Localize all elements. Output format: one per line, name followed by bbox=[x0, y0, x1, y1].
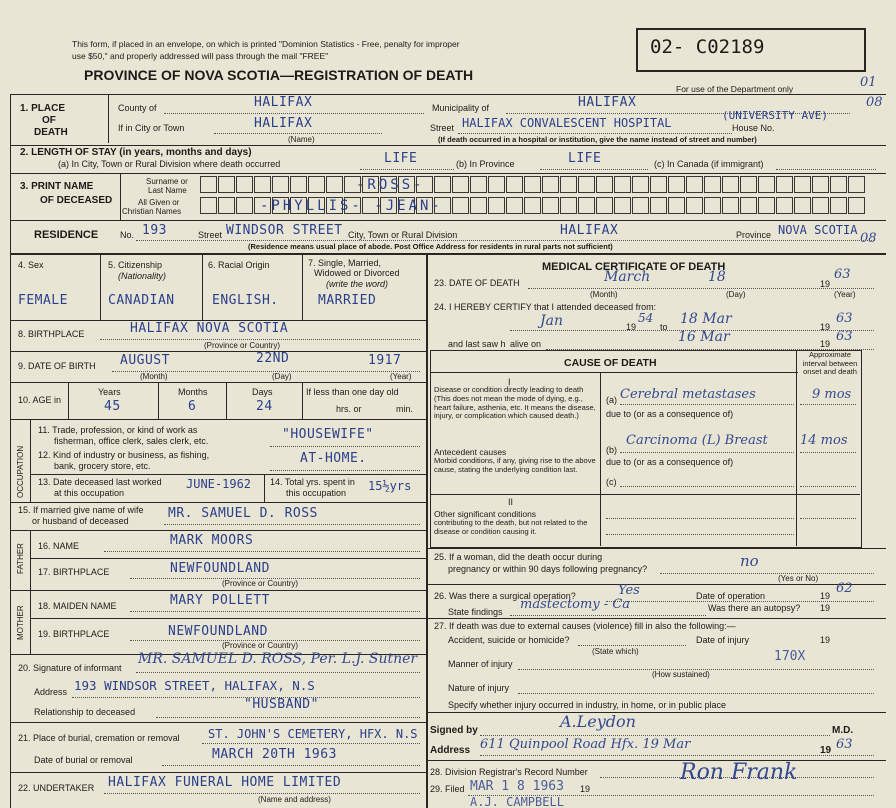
name-letter-box bbox=[272, 176, 289, 193]
q13-label-a: 13. Date deceased last worked bbox=[38, 477, 162, 487]
name-letter-box bbox=[524, 197, 541, 214]
residence-street-label: Street bbox=[198, 230, 223, 240]
name-letter-box bbox=[830, 176, 847, 193]
certify-label: 24. I HEREBY CERTIFY that I attended deceased from: bbox=[434, 302, 657, 312]
name-letter-box bbox=[740, 197, 757, 214]
disease-label: Disease or condition directly leading to death bbox=[434, 385, 584, 394]
q13-label-b: at this occupation bbox=[54, 488, 125, 498]
physician-address: 611 Quinpool Road Hfx. 19 Mar bbox=[480, 737, 691, 752]
q11-label-a: 11. Trade, profession, or kind of work as bbox=[38, 425, 198, 435]
physician-address-label: Address bbox=[430, 745, 471, 756]
name-letter-box bbox=[776, 197, 793, 214]
death-day: 18 bbox=[708, 269, 726, 285]
informant-label: 20. Signature of informant bbox=[18, 663, 122, 673]
name-letter-box bbox=[740, 176, 757, 193]
dob-year-caption: (Year) bbox=[390, 372, 412, 381]
hrs-label: hrs. or bbox=[336, 404, 362, 414]
dob-month-caption: (Month) bbox=[140, 372, 168, 381]
street-label: Street bbox=[430, 123, 455, 133]
name-letter-box bbox=[650, 176, 667, 193]
informant-signature: MR. SAMUEL D. ROSS, Per. L.J. Sutner bbox=[138, 651, 418, 667]
county-label: County of bbox=[118, 103, 157, 113]
name-letter-box bbox=[614, 176, 631, 193]
name-letter-box bbox=[488, 176, 505, 193]
q14-label-b: this occupation bbox=[286, 488, 347, 498]
name-letter-box bbox=[218, 197, 235, 214]
surname-label: Surname or bbox=[146, 177, 188, 186]
name-letter-box bbox=[470, 176, 487, 193]
q15-label-b: or husband of deceased bbox=[32, 516, 129, 526]
name-letter-box bbox=[722, 197, 739, 214]
city-label: If in City or Town bbox=[118, 123, 185, 133]
dob-day: 22ND bbox=[256, 351, 290, 366]
pregnancy-value: no bbox=[740, 552, 759, 570]
antecedent-label: Antecedent causes bbox=[434, 447, 507, 457]
name-letter-box bbox=[848, 176, 865, 193]
racial-label: 6. Racial Origin bbox=[208, 260, 270, 270]
name-letter-box bbox=[758, 176, 775, 193]
institution-instructions: (If death occurred in a hospital or institution, give the name instead of street and number) bbox=[438, 135, 757, 144]
undertaker-value: HALIFAX FUNERAL HOME LIMITED bbox=[108, 775, 342, 790]
name-letter-box bbox=[506, 176, 523, 193]
name-letter-box bbox=[524, 176, 541, 193]
attended-from: Jan bbox=[540, 313, 563, 329]
burial-label: 21. Place of burial, cremation or removal bbox=[18, 733, 180, 743]
q26-label: 26. Was there a surgical operation? bbox=[434, 591, 576, 601]
manner-value: 170X bbox=[774, 649, 806, 664]
cause-b: Carcinoma (L) Breast bbox=[626, 433, 768, 448]
stay-province-value: LIFE bbox=[568, 151, 602, 166]
name-letter-box bbox=[830, 197, 847, 214]
burial-date-label: Date of burial or removal bbox=[34, 755, 133, 765]
name-letter-box bbox=[236, 197, 253, 214]
age-days: 24 bbox=[256, 399, 273, 414]
given-names-value: -PHYLLIS- -JEAN- bbox=[260, 198, 443, 214]
marital-value: MARRIED bbox=[318, 293, 377, 308]
name-letter-box bbox=[452, 197, 469, 214]
q15-label-a: 15. If married give name of wife bbox=[18, 505, 144, 515]
other-conditions-note: contributing to the death, but not related to the disease or condition causing it. bbox=[434, 517, 588, 536]
physician-sign-year: 63 bbox=[836, 737, 853, 752]
dob-year: 1917 bbox=[368, 353, 402, 368]
name-letter-box bbox=[794, 176, 811, 193]
name-letter-box bbox=[578, 176, 595, 193]
total-years-value: 15½yrs bbox=[368, 479, 412, 493]
residence-note: (Residence means usual place of abode. Post Office Address for residents in rural parts not sufficient) bbox=[248, 242, 613, 251]
name-letter-box bbox=[614, 197, 631, 214]
name-letter-box bbox=[308, 176, 325, 193]
undertaker-label: 22. UNDERTAKER bbox=[18, 783, 95, 793]
informant-address-label: Address bbox=[34, 687, 68, 697]
name-letter-box bbox=[704, 197, 721, 214]
death-year: 63 bbox=[834, 267, 851, 282]
birthplace-value: HALIFAX NOVA SCOTIA bbox=[130, 321, 289, 336]
name-letter-box bbox=[560, 197, 577, 214]
dob-month: AUGUST bbox=[120, 353, 170, 368]
filed-date-stamp: MAR 1 8 1963 bbox=[470, 779, 564, 794]
residence-province-label: Province bbox=[736, 230, 772, 240]
other-conditions-label: Other significant conditions bbox=[434, 509, 537, 519]
min-label: min. bbox=[396, 404, 414, 414]
residence-street: WINDSOR STREET bbox=[226, 223, 343, 238]
sex-label: 4. Sex bbox=[18, 260, 44, 270]
mother-birthplace: NEWFOUNDLAND bbox=[168, 624, 268, 639]
name-letter-box bbox=[542, 197, 559, 214]
q12-label-a: 12. Kind of industry or business, as fishing, bbox=[38, 450, 210, 460]
informant-address: 193 WINDSOR STREET, HALIFAX, N.S bbox=[74, 678, 315, 693]
industry-value: AT-HOME. bbox=[300, 451, 367, 466]
stay-province-label: (b) In Province bbox=[456, 159, 515, 169]
cause-a: Cerebral metastases bbox=[620, 387, 756, 402]
marital-label-1: 7. Single, Married, bbox=[308, 258, 382, 268]
residence-label: RESIDENCE bbox=[34, 229, 99, 241]
section-3-label: 3. PRINT NAME bbox=[20, 181, 94, 192]
name-letter-box bbox=[506, 197, 523, 214]
surname-value: -ROSS- bbox=[356, 177, 425, 193]
registrar-signature: Ron Frank bbox=[680, 760, 798, 785]
name-letter-box bbox=[290, 176, 307, 193]
name-letter-box bbox=[668, 197, 685, 214]
cause-title: CAUSE OF DEATH bbox=[564, 357, 657, 369]
name-letter-box bbox=[542, 176, 559, 193]
section-1-of: OF bbox=[42, 115, 56, 126]
name-letter-box bbox=[236, 176, 253, 193]
years-label: Years bbox=[98, 387, 121, 397]
father-name: MARK MOORS bbox=[170, 533, 254, 548]
name-letter-box bbox=[200, 197, 217, 214]
mother-name-label: 18. MAIDEN NAME bbox=[38, 601, 117, 611]
lt-day-label: If less than one day old bbox=[306, 387, 399, 397]
days-label: Days bbox=[252, 387, 273, 397]
name-letter-box bbox=[254, 176, 271, 193]
municipality-label: Municipality of bbox=[432, 103, 490, 113]
signed-by-label: Signed by bbox=[430, 725, 478, 736]
corner-code-1: 01 bbox=[860, 75, 877, 90]
marital-sub: (write the word) bbox=[326, 279, 389, 289]
name-letter-box bbox=[596, 176, 613, 193]
section-2-label: 2. LENGTH OF STAY (in years, months and days) bbox=[20, 147, 252, 158]
name-letter-box bbox=[470, 197, 487, 214]
q27-label: 27. If death was due to external causes (violence) fill in also the following:— bbox=[434, 621, 736, 631]
residence-no: 193 bbox=[142, 223, 167, 238]
disease-note: (This does not mean the mode of dying, e.g., heart failure, asthenia, etc. It means the disease, injury, or complication which caused death.) bbox=[434, 393, 596, 421]
name-letter-box bbox=[560, 176, 577, 193]
sex-value: FEMALE bbox=[18, 293, 68, 308]
house-label: House No. bbox=[732, 123, 775, 133]
section-1-label: 1. PLACE bbox=[20, 103, 66, 114]
municipality-value: HALIFAX bbox=[578, 95, 637, 110]
medical-title: MEDICAL CERTIFICATE OF DEATH bbox=[542, 261, 726, 273]
q25-label-b: pregnancy or within 90 days following pregnancy? bbox=[448, 564, 648, 574]
age-label: 10. AGE bbox=[18, 395, 52, 405]
name-letter-box bbox=[812, 176, 829, 193]
mother-name: MARY POLLETT bbox=[170, 593, 270, 608]
relationship-value: "HUSBAND" bbox=[244, 697, 319, 712]
name-letter-box bbox=[596, 197, 613, 214]
name-letter-box bbox=[722, 176, 739, 193]
last-saw-label: and last saw h bbox=[448, 339, 506, 349]
form-title: PROVINCE OF NOVA SCOTIA—REGISTRATION OF DEATH bbox=[84, 67, 474, 83]
registration-number: 02- C02189 bbox=[650, 36, 765, 58]
city-value: HALIFAX bbox=[254, 116, 313, 131]
street-value: HALIFAX CONVALESCENT HOSPITAL bbox=[462, 116, 672, 130]
mail-note-line2: use $50," and properly addressed will pass through the mail "FREE" bbox=[72, 51, 329, 61]
death-registration-form: This form, if placed in an envelope, on which is printed "Dominion Statistics - Free, penalty for improper use $50," and properly addressed will pass through the mail "FREE" PROVINCE OF NOVA SCOTIA—REGISTRATION OF DEATH 02- C02189 For use of the Department only 01 08 08 1. PLACE OF DEATH County of HALIFAX Municipality of HALIFAX If in City or Town HALIFAX (Name) Street HALIFAX CONVALESCENT HOSPITAL (UNIVERSITY AVE) House No. (If death occurred in a hospital or institution, give the name instead of street and number) 2. LENGTH OF STAY (in years, months and days) (a) In City, Town or Rural Division where death occurred LIFE (b) In Province LIFE (c) In Canada (if immigrant) 3. PRINT NAME OF DECEASED Surname or Last Name All Given or Christian Names -ROSS- -PHYLLIS- -JEAN- RESIDENCE No. 193 Street WINDSOR STREET City, Town or Rural Division HALIFAX Province NOVA SCOTIA (Residence means usual place of abode. Post Office Address for residents in rural parts not sufficient) 4. Sex 5. Citizenship (Nationality) 6. Racial Origin 7. Single, Married, Widowed or Divorced (write the word) FEMALE CANADIAN ENGLISH. MARRIED 8. BIRTHPLACE HALIFAX NOVA SCOTIA (Province or Country) 9. DATE OF BIRTH AUGUST 22ND 1917 (Month) (Day) (Year) 10. AGE in Years Months Days 45 6 24 If less than one day old hrs. or min. OCCUPATION 11. Trade, profession, or kind of work as fisherman, office clerk, sales clerk, etc. "HOUSEWIFE" 12. Kind of industry or business, as fishing, bank, grocery store, etc. AT-HOME. 13. Date deceased last worked at this occupation JUNE-1962 14. Total yrs. spent in this occupation 15½yrs 15. If married give name of wife or husband of deceased MR. SAMUEL D. ROSS FATHER 16. NAME MARK MOORS 17. BIRTHPLACE NEWFOUNDLAND (Province or Country) MOTHER 18. MAIDEN NAME MARY POLLETT 19. BIRTHPLACE NEWFOUNDLAND (Province or Country) 20. Signature of informant MR. SAMUEL D. ROSS, Per. L.J. Sutner Address 193 WINDSOR STREET, HALIFAX, N.S Relationship to deceased "HUSBAND" 21. Place of burial, cremation or removal ST. JOHN'S CEMETERY, HFX. N.S Date of burial or removal MARCH 20TH 1963 22. UNDERTAKER HALIFAX FUNERAL HOME LIMITED (Name and address) MEDICAL CERTIFICATE OF DEATH 23. DATE OF DEATH March 18 19 63 (Month) (Day) (Year) 24. I HEREBY CERTIFY that I attended deceased from: Jan 19 54 to 18 Mar 19 63 and last saw h alive on 16 Mar 19 63 CAUSE OF DEATH Approximate interval between onset and death I Disease or condition directly leading to death (This does not mean the mode of dying, e.g., heart failure, asthenia, etc. It means the disease, injury, or complication which caused death.) (a) Cerebral metastases 9 mos due to (or as a consequence of) Antecedent causes Morbid conditions, if any, giving rise to the above cause, stating the underlying condition last. (b) Carcinoma (L) Breast 14 mos due to (or as a consequence of) (c) II Other significant conditions contributing to the death, but not related to the disease or condition causing it. 25. If a woman, did the death occur during pregnancy or within 90 days following pregnancy? no (Yes or No) 26. Was there a surgical operation? Yes Date of operation 19 62 State findings mastectomy - Ca Was there an autopsy? 19 27. If death was due to external causes (violence) fill in also the following:— Accident, suicide or homicide? Date of injury 19 (State which) Manner of injury 170X (How sustained) Nature of injury Specify whether injury occurred in industry, in home, or in public place Signed by A.Leydon M.D. Address 611 Quinpool Road Hfx. 19 Mar 19 63 28. Division Registrar's Record Number 29. Filed MAR 1 8 1963 19 A.J. CAMPBELL Ron Frank bbox=[0, 0, 896, 808]
last-worked-value: JUNE-1962 bbox=[186, 477, 252, 491]
section-3-label2: OF DECEASED bbox=[40, 195, 113, 206]
q14-label-a: 14. Total yrs. spent in bbox=[270, 477, 355, 487]
interval-a: 9 mos bbox=[812, 387, 852, 402]
physician-signature: A.Leydon bbox=[560, 712, 636, 731]
department-use-note: For use of the Department only bbox=[676, 84, 794, 94]
dob-day-caption: (Day) bbox=[272, 372, 292, 381]
residence-city-label: City, Town or Rural Division bbox=[348, 230, 458, 240]
residence-city: HALIFAX bbox=[560, 223, 619, 238]
residence-province: NOVA SCOTIA bbox=[778, 223, 858, 237]
q29-label: 29. Filed bbox=[430, 784, 465, 794]
trade-value: "HOUSEWIFE" bbox=[282, 427, 374, 442]
burial-place: ST. JOHN'S CEMETERY, HFX. N.S bbox=[208, 727, 418, 741]
county-value: HALIFAX bbox=[254, 95, 313, 110]
birthplace-caption: (Province or Country) bbox=[204, 341, 281, 350]
name-letter-box bbox=[794, 197, 811, 214]
md-label: M.D. bbox=[832, 725, 854, 736]
burial-date: MARCH 20TH 1963 bbox=[212, 747, 337, 762]
father-birthplace: NEWFOUNDLAND bbox=[170, 561, 270, 576]
q28-label: 28. Division Registrar's Record Number bbox=[430, 767, 588, 777]
citizenship-sub: (Nationality) bbox=[118, 271, 167, 281]
father-name-label: 16. NAME bbox=[38, 541, 80, 551]
name-letter-box bbox=[326, 176, 343, 193]
q25-label-a: 25. If a woman, did the death occur during bbox=[434, 552, 603, 562]
q11-label-b: fisherman, office clerk, sales clerk, etc. bbox=[54, 436, 209, 446]
months-label: Months bbox=[178, 387, 208, 397]
corner-code-2: 08 bbox=[866, 95, 883, 110]
name-letter-box bbox=[776, 176, 793, 193]
spouse-value: MR. SAMUEL D. ROSS bbox=[168, 506, 318, 521]
street-extra: (UNIVERSITY AVE) bbox=[722, 109, 828, 122]
q12-label-b: bank, grocery store, etc. bbox=[54, 461, 151, 471]
surgery-value: Yes bbox=[618, 583, 640, 598]
operation-year: 62 bbox=[836, 581, 853, 596]
name-letter-box bbox=[452, 176, 469, 193]
attended-to: 18 Mar bbox=[680, 311, 732, 327]
mother-birthplace-label: 19. BIRTHPLACE bbox=[38, 629, 110, 639]
name-letter-box bbox=[200, 176, 217, 193]
last-saw-year: 63 bbox=[836, 329, 853, 344]
citizenship-label: 5. Citizenship bbox=[108, 260, 163, 270]
relationship-label: Relationship to deceased bbox=[34, 707, 136, 717]
attended-from-year: 54 bbox=[638, 311, 654, 325]
mail-note-line1: This form, if placed in an envelope, on which is printed "Dominion Statistics - Free, penalty for improper bbox=[72, 39, 460, 49]
findings-value: mastectomy - Ca bbox=[520, 597, 631, 612]
citizenship-value: CANADIAN bbox=[108, 293, 175, 308]
name-letter-box bbox=[218, 176, 235, 193]
interval-title: Approximate interval between onset and death bbox=[802, 350, 858, 376]
registrar-stamp: A.J. CAMPBELL bbox=[470, 795, 564, 808]
name-letter-box bbox=[632, 176, 649, 193]
given-label: All Given or bbox=[138, 198, 180, 207]
name-letter-box bbox=[668, 176, 685, 193]
stay-canada-label: (c) In Canada (if immigrant) bbox=[654, 159, 764, 169]
name-letter-box bbox=[686, 176, 703, 193]
name-letter-box bbox=[812, 197, 829, 214]
section-1-death: DEATH bbox=[34, 127, 68, 138]
mother-vertical-label: MOTHER bbox=[16, 605, 25, 640]
corner-code-3: 08 bbox=[860, 231, 877, 246]
name-caption: (Name) bbox=[288, 135, 315, 144]
father-vertical-label: FATHER bbox=[16, 543, 25, 574]
name-letter-box bbox=[686, 197, 703, 214]
age-months: 6 bbox=[188, 399, 197, 414]
age-years: 45 bbox=[104, 399, 121, 414]
undertaker-caption: (Name and address) bbox=[258, 795, 331, 804]
name-letter-box bbox=[488, 197, 505, 214]
birthplace-label: 8. BIRTHPLACE bbox=[18, 329, 85, 339]
name-letter-box bbox=[848, 197, 865, 214]
antecedent-note: Morbid conditions, if any, giving rise to the above cause, stating the underlying condition last. bbox=[434, 455, 596, 474]
occupation-vertical-label: OCCUPATION bbox=[16, 445, 25, 498]
stay-city-value: LIFE bbox=[384, 151, 418, 166]
name-letter-box bbox=[578, 197, 595, 214]
father-birthplace-label: 17. BIRTHPLACE bbox=[38, 567, 110, 577]
residence-no-label: No. bbox=[120, 230, 135, 240]
date-of-death-label: 23. DATE OF DEATH bbox=[434, 278, 520, 288]
last-saw-date: 16 Mar bbox=[678, 329, 730, 345]
name-letter-box bbox=[704, 176, 721, 193]
attended-to-year: 63 bbox=[836, 311, 853, 326]
interval-b: 14 mos bbox=[800, 433, 848, 448]
death-month: March bbox=[604, 269, 651, 285]
dob-label: 9. DATE OF BIRTH bbox=[18, 361, 96, 371]
name-letter-box bbox=[650, 197, 667, 214]
name-letter-box bbox=[434, 176, 451, 193]
stay-city-label: (a) In City, Town or Rural Division where death occurred bbox=[58, 159, 281, 169]
name-letter-box bbox=[758, 197, 775, 214]
marital-label-2: Widowed or Divorced bbox=[314, 268, 400, 278]
racial-value: ENGLISH. bbox=[212, 293, 279, 308]
name-letter-box bbox=[632, 197, 649, 214]
